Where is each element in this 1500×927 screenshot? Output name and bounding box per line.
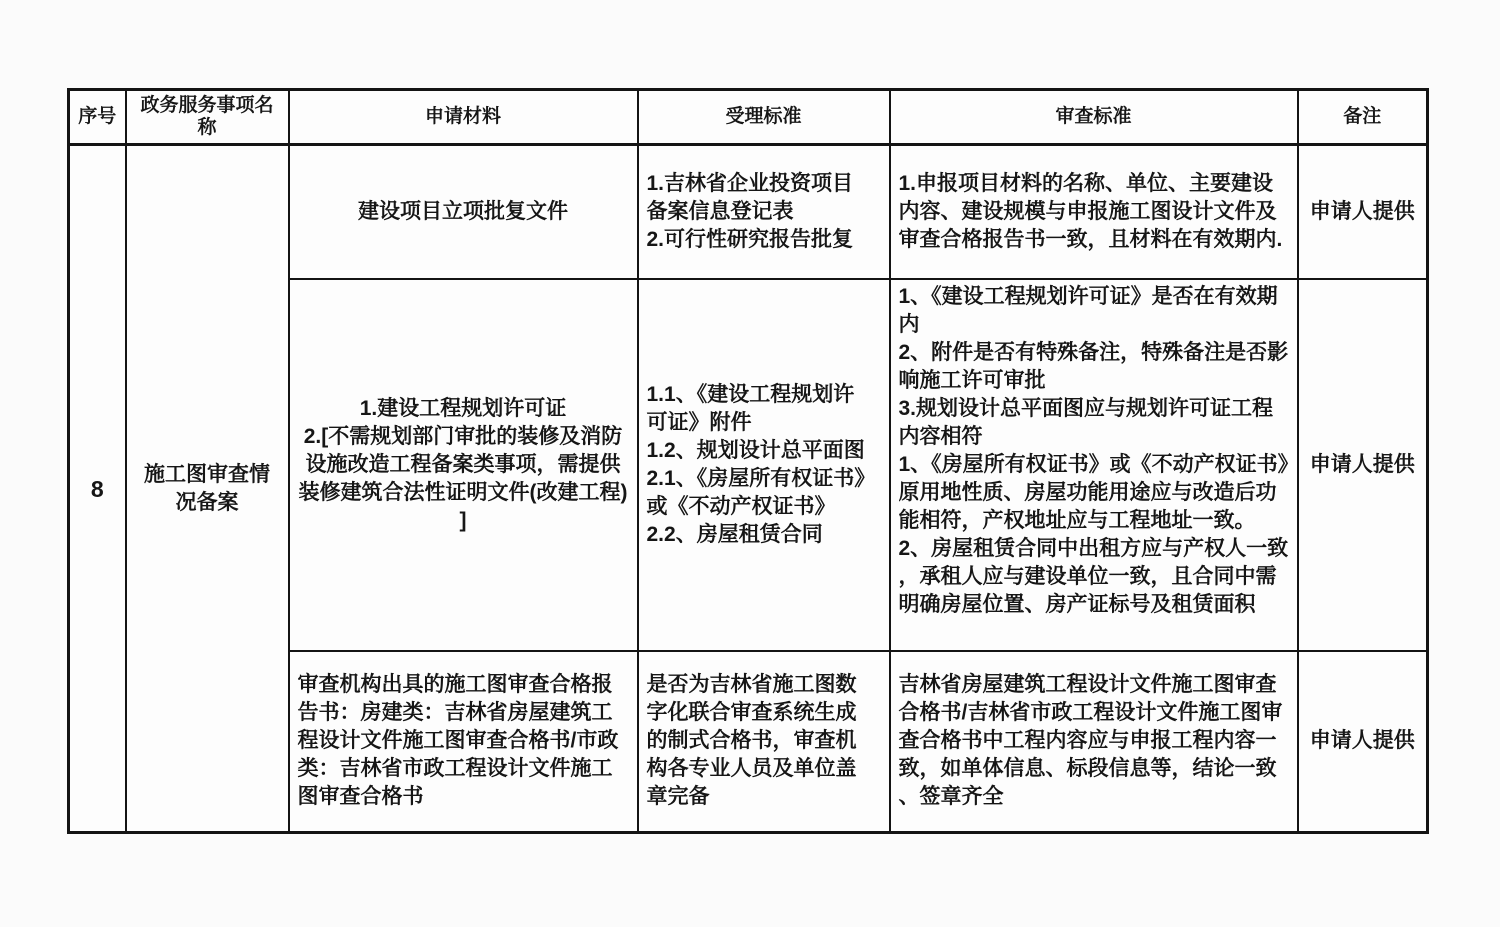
cell-acceptance-row3 [638,651,890,833]
cell-materials-row2 [289,279,638,651]
paragraph: 1、《房屋所有权证书》或《不动产权证书》原用地性质、房屋功能用途应与改造后功能相符，产权地址应与工程地址一致。 [898,452,1289,532]
clipped-text-region [899,283,1289,619]
cell-review-row2 [890,279,1298,651]
cell-remark-row3: 申请人提供 [1298,651,1428,833]
paragraph: 吉林省房屋建筑工程设计文件施工图审查合格书/吉林省市政工程设计文件施工图审查合格书中工程内容应与申报工程内容一致，如单体信息、标段信息等，结论一致、签章齐全 [898,673,1283,809]
cell-remark-row1: 申请人提供 [1298,145,1428,279]
paragraph: 1.申报项目材料的名称、单位、主要建设内容、建设规模与申报施工图设计文件及审查合格报告书一致，且材料在有效期内. [898,171,1283,251]
paragraph: 3.规划设计总平面图应与规划许可证工程内容相符 [898,396,1274,448]
col-header-service-name: 政务服务事项名称 [126,90,289,145]
cell-service-name: 施工图审查情况备案 [126,145,289,833]
table-row [69,145,1428,279]
col-header-review: 审查标准 [890,90,1298,145]
paragraph: 是否为吉林省施工图数字化联合审查系统生成的制式合格书，审查机构各专业人员及单位盖章完备 [646,673,857,809]
cell-remark-row2: 申请人提供 [1298,279,1428,651]
cell-acceptance-row2 [638,279,890,651]
col-header-remark: 备注 [1298,90,1428,145]
paragraph: 2.2、房屋租赁合同 [646,522,823,546]
paragraph: 2、附件是否有特殊备注，特殊备注是否影响施工许可审批 [898,340,1289,392]
col-header-seq: 序号 [69,90,126,145]
cell-materials-row1 [289,145,638,279]
cell-review-row3 [890,651,1298,833]
paragraph: 审查机构出具的施工图审查合格报告书：房建类：吉林省房屋建筑工程设计文件施工图审查合格书/市政类：吉林省市政工程设计文件施工图审查合格书 [297,673,619,809]
paragraph: 2.[不需规划部门审批的装修及消防设施改造工程备案类事项，需提供装修建筑合法性证明文件(改建工程)] [298,424,628,532]
cell-acceptance-row1 [638,145,890,279]
cell-review-row1 [890,145,1298,279]
service-matrix-table [67,88,1429,834]
paragraph: 1.建设工程规划许可证 [359,396,567,420]
col-header-materials: 申请材料 [289,90,638,145]
paragraph: 建设项目立项批复文件 [358,199,568,223]
paragraph: 2.1、《房屋所有权证书》或《不动产权证书》 [646,466,865,518]
cell-seq-number: 8 [69,145,126,833]
paragraph: 1.2、规划设计总平面图 [646,438,865,462]
header-row [69,90,1428,145]
paragraph: 2、房屋租赁合同中出租方应与产权人一致，承租人应与建设单位一致，且合同中需明确房屋位置、房产证标号及租赁面积 [898,536,1289,616]
cell-materials-row3 [289,651,638,833]
col-header-acceptance: 受理标准 [638,90,890,145]
paragraph: 1.吉林省企业投资项目备案信息登记表 [646,171,854,223]
paragraph: 2.可行性研究报告批复 [646,227,854,251]
paragraph: 1.1、《建设工程规划许可证》附件 [646,382,855,434]
paragraph: 1、《建设工程规划许可证》是否在有效期内 [898,284,1278,336]
